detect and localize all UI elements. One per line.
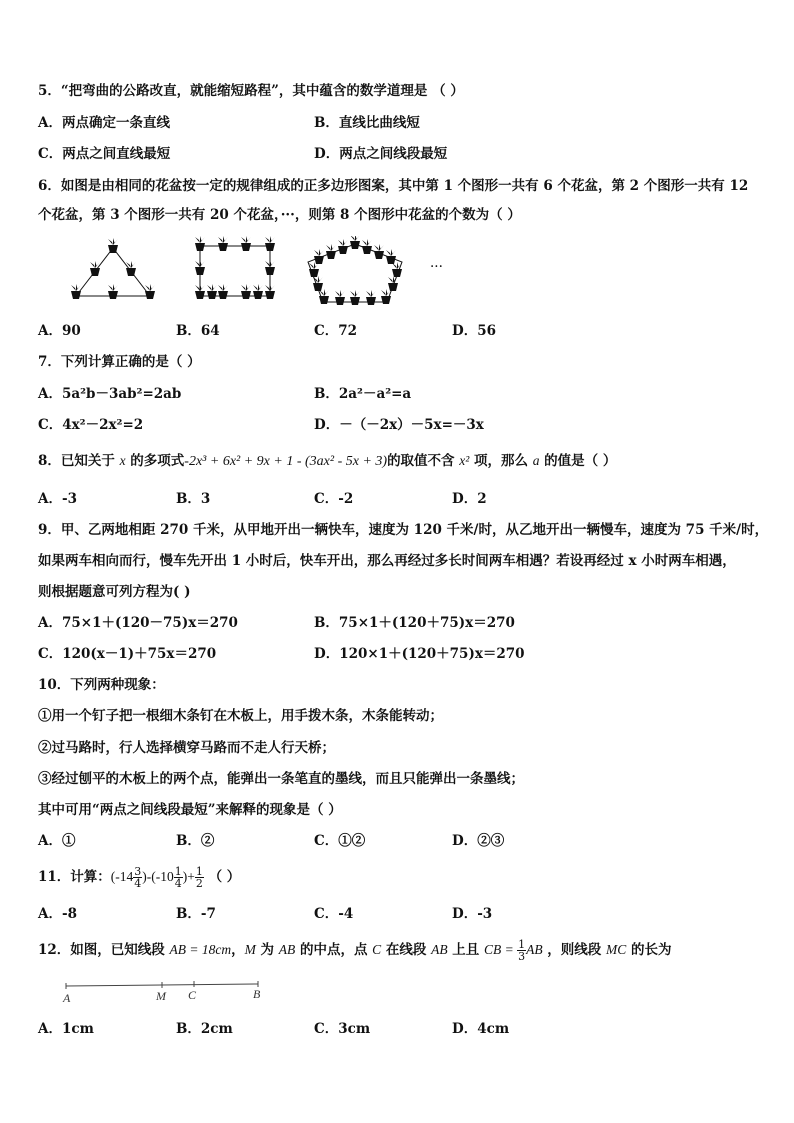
q12-option-d[interactable]: D．4cm <box>452 1021 510 1037</box>
q12-segment-ab-3: AB <box>526 942 543 957</box>
q12-text-3: 为 <box>255 942 279 958</box>
q8-option-c[interactable]: C．-2 <box>314 491 354 507</box>
q12-cb-eq: CB = <box>483 942 518 957</box>
q12-text-4: 的中点，点 <box>295 942 373 958</box>
q11-fraction-c <box>195 866 204 889</box>
q5-option-b[interactable]: B．直线比曲线短 <box>314 115 420 131</box>
q12-option-c[interactable]: C．3cm <box>314 1021 371 1037</box>
flowerpot-figures <box>62 236 462 314</box>
q8-option-d[interactable]: D．2 <box>452 491 487 507</box>
q5-option-a[interactable]: A．两点确定一条直线 <box>38 115 170 131</box>
q12-point-c: C <box>372 942 382 957</box>
q11-suffix: （ ） <box>203 869 241 885</box>
label-c: C <box>188 988 197 1002</box>
q8-suffix2: 项，那么 <box>469 453 533 469</box>
q11-fraction-c-num: 1 <box>195 865 203 878</box>
q12-option-b[interactable]: B．2cm <box>176 1021 233 1037</box>
q12-ab-length: AB = 18cm <box>169 942 232 957</box>
q11-option-d[interactable]: D．-3 <box>452 906 493 922</box>
q12-segment-ab-2: AB <box>431 942 448 957</box>
q8-var-x: x <box>119 453 126 468</box>
segment-diagram <box>58 976 278 1006</box>
label-b: B <box>253 987 261 1001</box>
q10-option-d[interactable]: D．②③ <box>452 833 505 849</box>
q9-option-b[interactable]: B．75×1＋(120＋75)x＝270 <box>314 615 515 631</box>
q7-option-d[interactable]: D．－（－2x）－5x=－3x <box>314 417 484 433</box>
q10-stem: 10．下列两种现象： <box>38 677 165 693</box>
q11-option-b[interactable]: B．-7 <box>176 906 216 922</box>
q10-option-a[interactable]: A．① <box>38 833 76 849</box>
q8-suffix1: 的取值不含 <box>387 453 460 469</box>
q10-option-c[interactable]: C．①② <box>314 833 366 849</box>
label-m: M <box>156 989 166 1003</box>
q11-fraction-c-den: 2 <box>195 877 203 890</box>
q12-fraction-den: 3 <box>518 950 526 963</box>
q12-option-a[interactable]: A．1cm <box>38 1021 94 1037</box>
q7-option-c[interactable]: C．4x²－2x²=2 <box>38 417 144 433</box>
q10-option-b[interactable]: B．② <box>176 833 215 849</box>
q6-option-c[interactable]: C．72 <box>314 323 358 339</box>
q11-fraction-b-den: 4 <box>174 877 182 890</box>
q11-option-a[interactable]: A．-8 <box>38 906 77 922</box>
q12-point-m: M <box>244 942 256 957</box>
q6-stem-line2: 个花盆，第 3 个图形一共有 20 个花盆，···，则第 8 个图形中花盆的个数为（ ） <box>38 207 521 223</box>
q10-item-3: ③经过刨平的木板上的两个点，能弹出一条笔直的墨线，而且只能弹出一条墨线； <box>38 771 524 787</box>
q12-text-6: 上且 <box>447 942 484 958</box>
pentagon-figure <box>308 236 402 305</box>
q8-polynomial: -2x³ + 6x² + 9x + 1 - (3ax² - 5x + 3) <box>184 454 388 469</box>
q11-expr-a: (-14 <box>110 869 134 884</box>
q11-expr-b: )-(-10 <box>142 869 174 884</box>
q11-stem <box>38 866 240 889</box>
q11-prefix: 11．计算： <box>38 869 111 885</box>
q11-expr-c: )+ <box>182 869 195 884</box>
q7-option-b[interactable]: B．2a²－a²=a <box>314 386 412 402</box>
q12-text-7: ，则线段 <box>542 942 607 958</box>
q9-option-a[interactable]: A．75×1＋(120－75)x＝270 <box>38 615 238 631</box>
q11-fraction-b-num: 1 <box>174 865 182 878</box>
q9-option-d[interactable]: D．120×1＋(120＋75)x＝270 <box>314 646 525 662</box>
q12-segment-ab: AB <box>278 942 296 957</box>
q8-term: x² <box>459 453 470 468</box>
q7-stem: 7．下列计算正确的是（ ） <box>38 354 201 370</box>
triangle-figure <box>71 238 155 299</box>
q8-option-a[interactable]: A．-3 <box>38 491 77 507</box>
q9-line2: 如果两车相向而行，慢车先开出 1 小时后，快车开出，那么再经过多长时间两车相遇？若设再经过 x 小时两车相遇， <box>38 553 736 569</box>
q8-prefix: 8．已知关于 <box>38 453 120 469</box>
q8-mid: 的多项式 <box>125 453 185 469</box>
q12-text-8: 的长为 <box>626 942 672 958</box>
q6-option-b[interactable]: B．64 <box>176 323 220 339</box>
q12-text-2: ， <box>231 942 245 958</box>
q8-option-b[interactable]: B．3 <box>176 491 211 507</box>
q12-segment-mc: MC <box>606 942 627 957</box>
q10-question: 其中可用“两点之间线段最短”来解释的现象是（ ） <box>38 802 342 818</box>
q9-option-c[interactable]: C．120(x－1)＋75x＝270 <box>38 646 217 662</box>
q8-suffix3: 的值是（ ） <box>539 453 617 469</box>
q11-fraction-a-den: 4 <box>134 877 142 890</box>
q11-fraction-a-num: 3 <box>134 865 142 878</box>
q7-option-a[interactable]: A．5a²b－3ab²=2ab <box>38 386 182 402</box>
q11-fraction-a <box>133 866 142 889</box>
q11-fraction-b <box>174 866 183 889</box>
q12-fraction <box>517 939 526 962</box>
q6-option-a[interactable]: A．90 <box>38 323 81 339</box>
q10-item-2: ②过马路时，行人选择横穿马路而不走人行天桥； <box>38 740 335 756</box>
figure-ellipsis: ··· <box>430 259 443 275</box>
square-figure <box>195 236 275 299</box>
q8-stem <box>38 452 616 471</box>
q9-line3: 则根据题意可列方程为( ) <box>38 584 191 600</box>
q10-item-1: ①用一个钉子把一根细木条钉在木板上，用手拨木条，木条能转动； <box>38 708 443 724</box>
q12-stem <box>38 939 671 962</box>
q11-option-c[interactable]: C．-4 <box>314 906 354 922</box>
q5-stem: 5．“把弯曲的公路改直，就能缩短路程”，其中蕴含的数学道理是 （ ） <box>38 83 464 99</box>
q6-option-d[interactable]: D．56 <box>452 323 496 339</box>
q12-text-5: 在线段 <box>381 942 432 958</box>
q9-line1: 9．甲、乙两地相距 270 千米，从甲地开出一辆快车，速度为 120 千米/时，从乙地开出一辆慢车，速度为 75 千米/时， <box>38 522 769 538</box>
q6-stem-line1: 6．如图是由相同的花盆按一定的规律组成的正多边形图案，其中第 1 个图形一共有 6 个花盆，第 2 个图形一共有 12 <box>38 178 749 194</box>
label-a: A <box>63 991 71 1005</box>
q12-text-1: 12．如图，已知线段 <box>38 942 170 958</box>
q12-fraction-num: 1 <box>518 938 526 951</box>
q8-var-a: a <box>532 453 540 468</box>
q5-option-c[interactable]: C．两点之间直线最短 <box>38 146 171 162</box>
q5-option-d[interactable]: D．两点之间线段最短 <box>314 146 448 162</box>
